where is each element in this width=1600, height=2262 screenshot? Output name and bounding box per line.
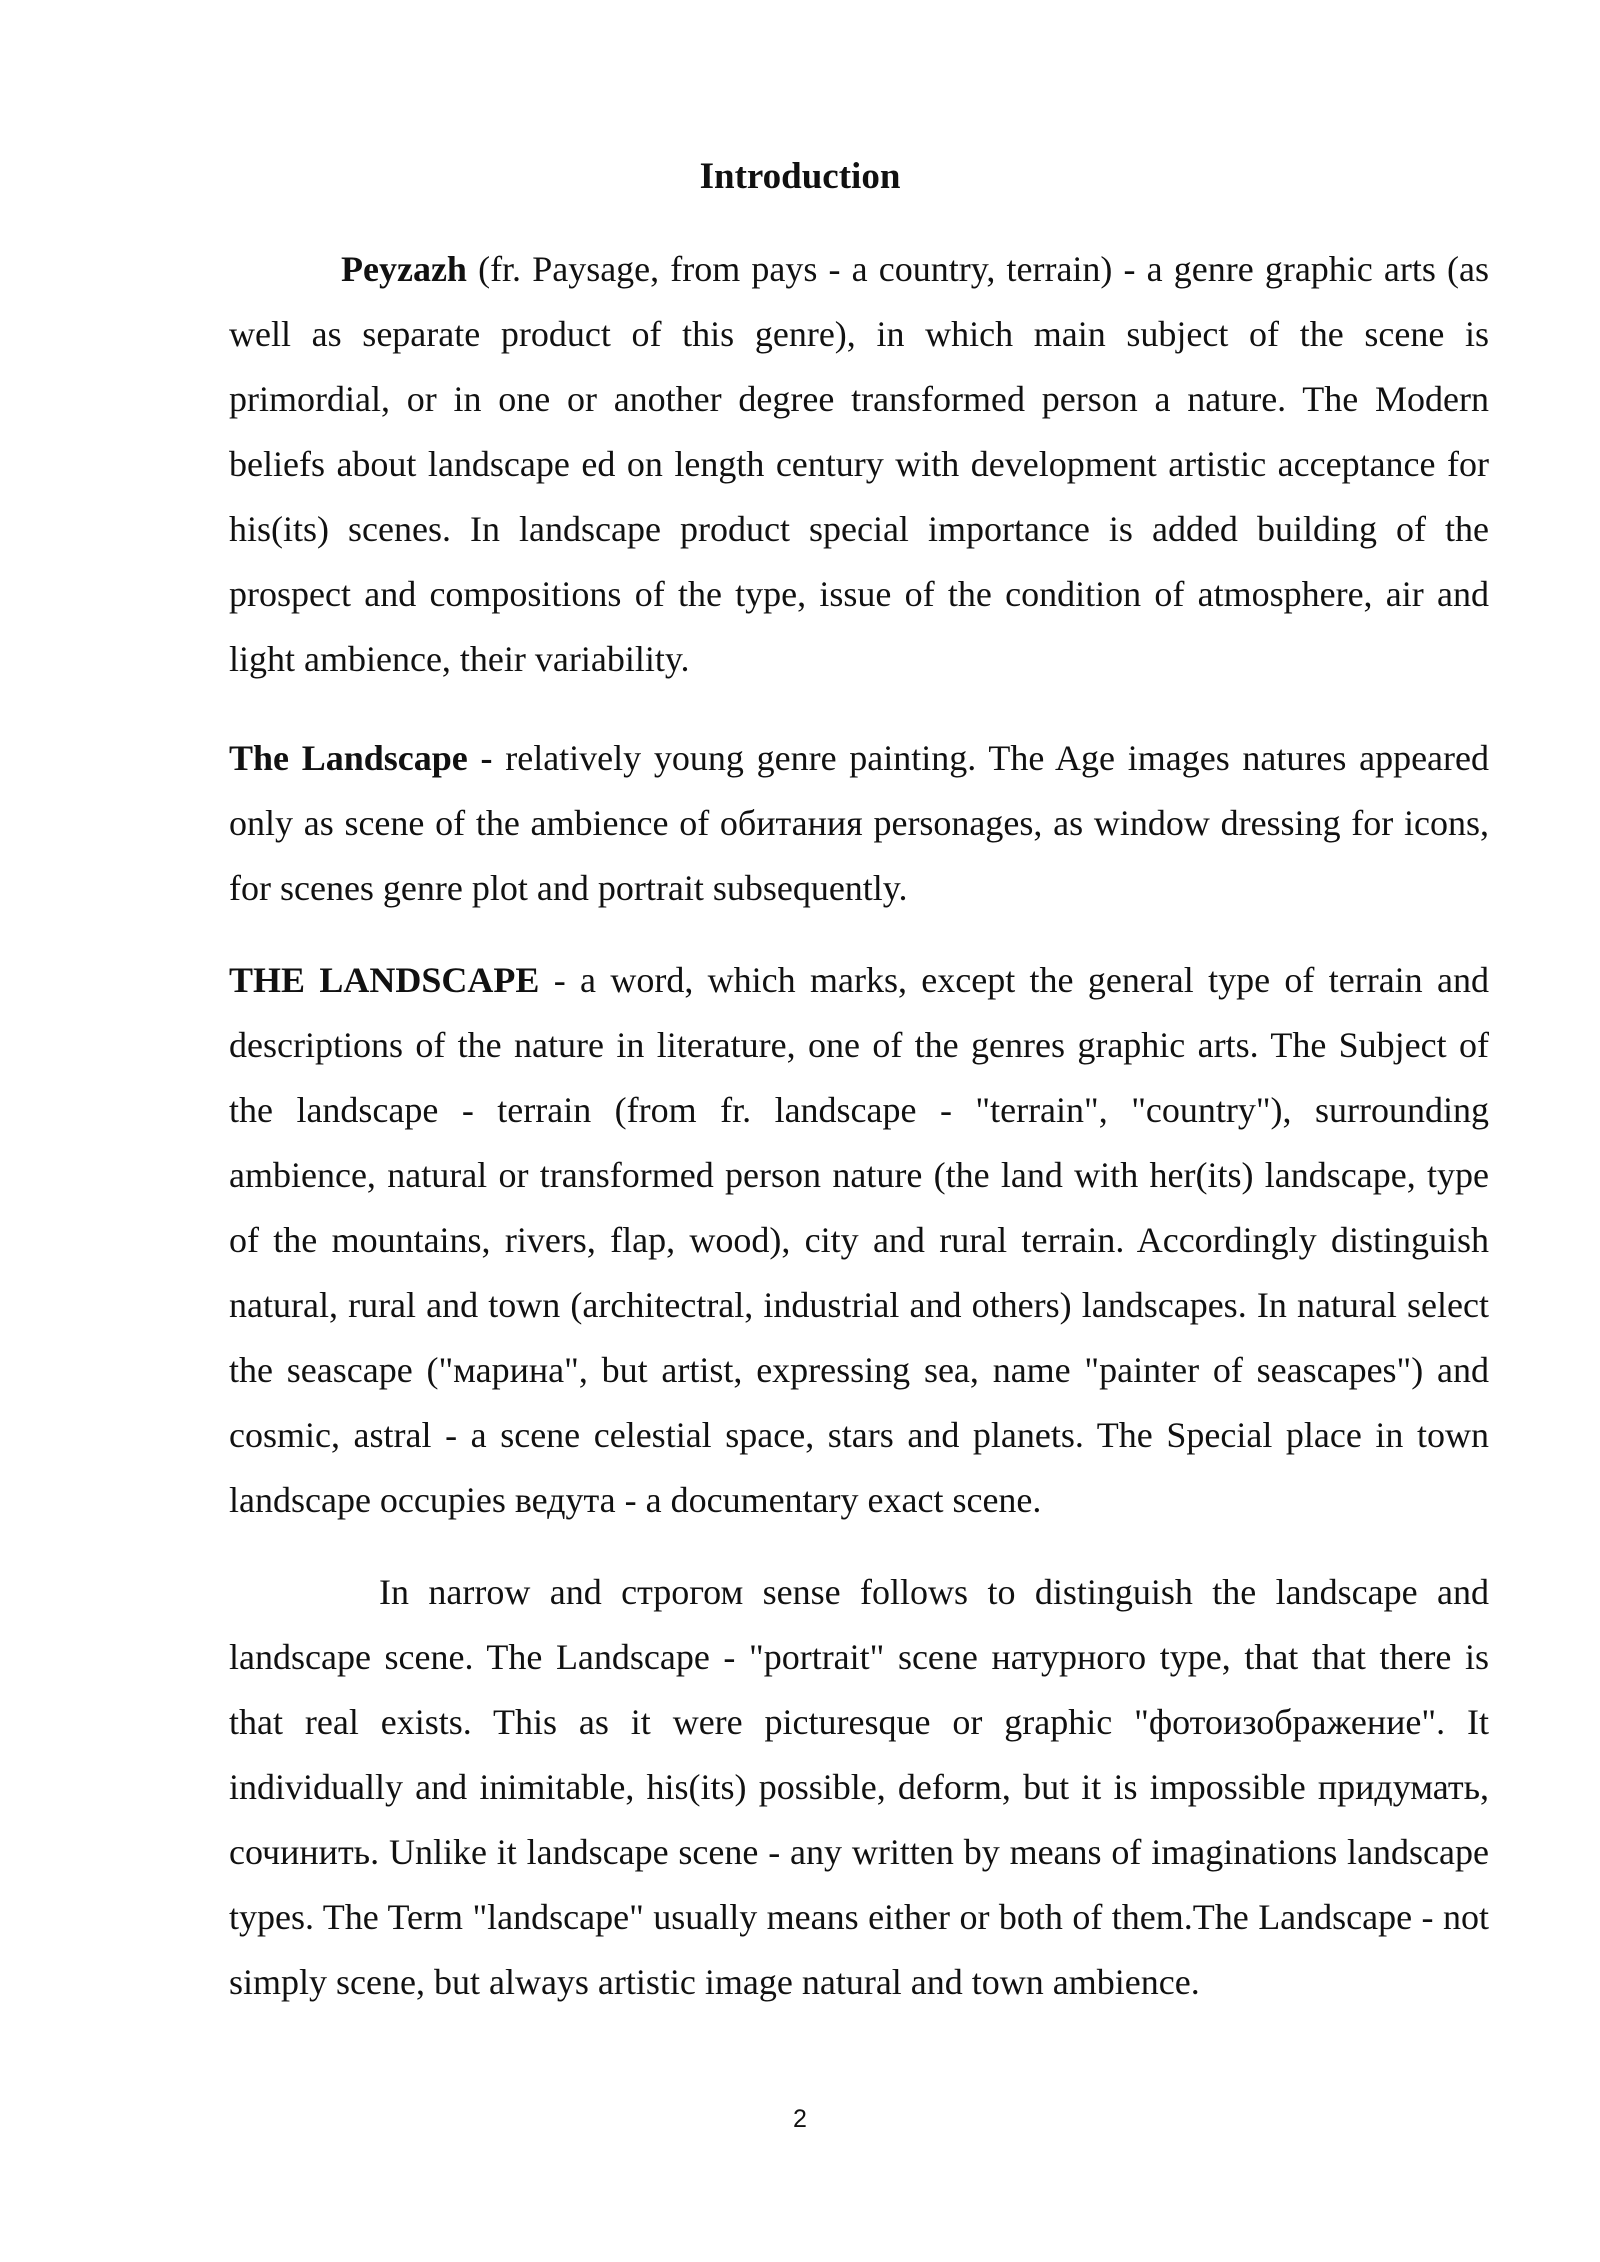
paragraph-the-landscape [229,726,1489,921]
paragraph-text: relatively young genre painting. The Age images natures appeared only as scene of the ambience of обитания personages, as window dressing for icons, for scenes genre plot and portrait subsequently. [229,738,1490,908]
paragraph-lead-term: The Landscape - [229,738,493,778]
paragraph-narrow-sense [229,1560,1489,2015]
paragraph-text: In narrow and строгом sense follows to distinguish the landscape and landscape scene. The Landscape - "portrait" scene натурного type, that that there is that real exists. This as it were picturesque or graphic "фотоизображение". It individually and inimitable, his(its) possible, deform, but it is impossible придумать, сочинить. Unlike it landscape scene - any written by means of imaginations landscape types. The Term "landscape" usually means either or both of them.The Landscape - not simply scene, but always artistic image natural and town ambience. [229,1572,1489,2002]
paragraph-landscape-definition [229,948,1489,1533]
page-title: Introduction [699,156,901,197]
page-number: 2 [793,2105,807,2133]
paragraph-text: (fr. Paysage, from pays - a country, terrain) - a genre graphic arts (as well as separate product of this genre), in which main subject of the scene is primordial, or in one or another degree transformed person a nature. The Modern beliefs about landscape ed on length century with development artistic acceptance for his(its) scenes. In landscape product special importance is added building of the prospect and compositions of the type, issue of the condition of atmosphere, air and light ambience, their variability. [229,249,1489,679]
paragraph-peyzazh [229,237,1489,692]
paragraph-lead-term: Peyzazh [341,249,467,289]
paragraph-text: - a word, which marks, except the general type of terrain and descriptions of the nature in literature, one of the genres graphic arts. The Subject of the landscape - terrain (from fr. landscape - "terrain", "country"), surrounding ambience, natural or transformed person nature (the land with her(its) landscape, type of the mountains, rivers, flap, wood), city and rural terrain. Accordingly distinguish natural, rural and town (architectral, industrial and others) landscapes. In natural select the seascape ("марина", but artist, expressing sea, name "painter of seascapes") and cosmic, astral - a scene celestial space, stars and planets. The Special place in town landscape occupies ведута - a documentary exact scene. [229,960,1489,1520]
paragraph-lead-term: THE LANDSCAPE [229,960,540,1000]
